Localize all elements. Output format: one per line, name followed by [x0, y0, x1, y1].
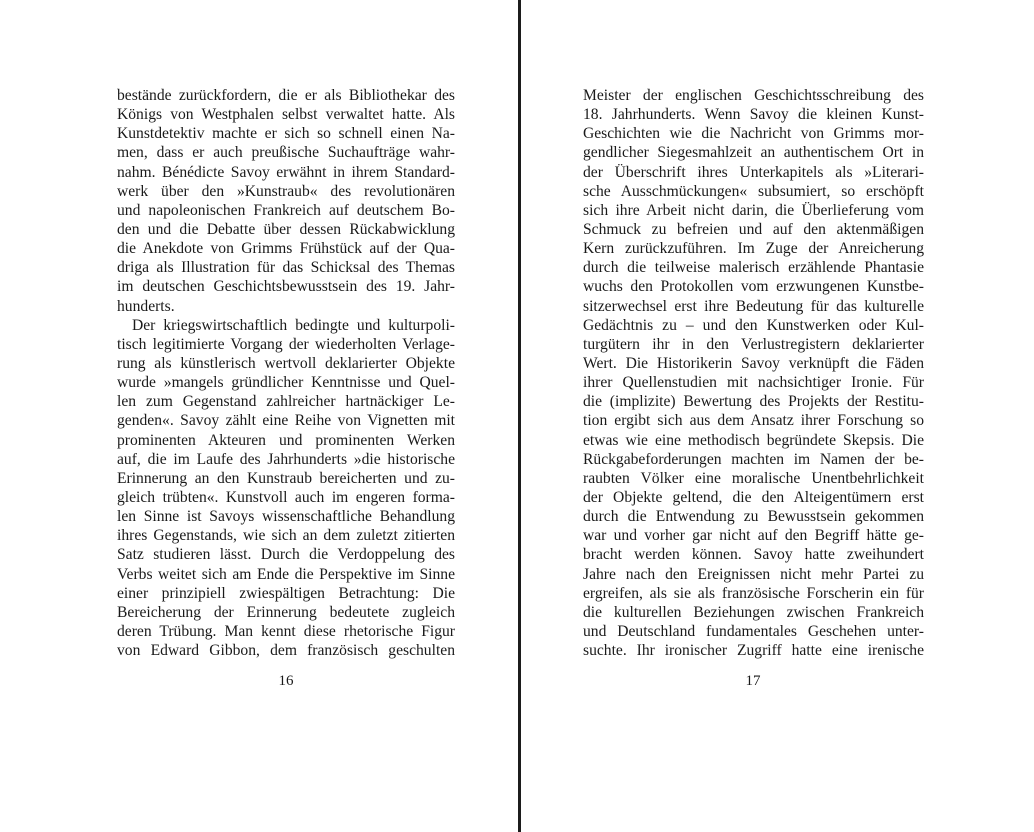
text-line: rung als künstlerisch wertvoll deklarierter Objekte [117, 354, 455, 372]
text-line: der Überschrift ihres Unterkapitels als »Literari- [583, 163, 924, 181]
text-line: wurde »mangels gründlicher Kenntnisse und Quel- [117, 374, 455, 392]
text-line: Der kriegswirtschaftlich bedingte und kulturpoli- [132, 316, 455, 334]
text-line: Königs von Westphalen selbst verwaltet hatte. Als [117, 106, 455, 124]
right-page [521, 0, 1034, 832]
text-line: Rückgabeforderungen machten im Namen der be- [583, 450, 924, 468]
text-line: Kern zurückzuführen. Im Zuge der Anreicherung [583, 240, 924, 258]
text-line: und Deutschland fundamentales Geschehen unter- [583, 622, 924, 640]
text-line: durch die teilweise malerisch erzählende Phantasie [583, 259, 924, 277]
text-line: der Objekte geltend, die den Alteigentümern erst [583, 488, 924, 506]
page-number: 17 [745, 673, 761, 689]
text-line: etwas wie eine methodisch begründete Skepsis. Die [583, 431, 924, 449]
text-line: len Sinne ist Savoys wissenschaftliche Behandlung [117, 508, 455, 526]
text-line: bracht werden können. Savoy hatte zweihundert [583, 546, 924, 564]
text-line: tion ergibt sich aus dem Ansatz ihrer Forschung so [583, 412, 924, 430]
text-line: 18. Jahrhunderts. Wenn Savoy die kleinen Kunst- [583, 106, 924, 124]
text-line: Verbs weitet sich am Ende die Perspektive im Sinne [117, 565, 455, 583]
text-line: deren Trübung. Man kennt diese rhetorische Figur [117, 622, 455, 640]
text-line: einer prinzipiell zwiespältigen Betrachtung: Die [117, 584, 455, 602]
text-line: die Anekdote von Grimms Frühstück auf der Qua- [117, 240, 455, 258]
text-line: im deutschen Geschichtsbewusstsein des 19. Jahr- [117, 278, 455, 296]
text-line: Jahre nach den Ereignissen nicht mehr Partei zu [583, 565, 924, 583]
text-line: sich ihre Arbeit nicht darin, die Überlieferung vom [583, 201, 924, 219]
text-line: wuchs den Protokollen vom erzwungenen Kunstbe- [583, 278, 924, 296]
text-line: Geschichten wie die Nachricht von Grimms mor- [583, 125, 924, 143]
text-line: bestände zurückfordern, die er als Bibliothekar des [117, 87, 455, 104]
text-line: Kunstdetektiv machte er sich so schnell einen Na- [117, 125, 455, 143]
text-line: ihres Gegenstands, wie sich an dem zuletzt zitierten [117, 527, 455, 545]
right-page-body-text [583, 86, 924, 660]
text-line: Bereicherung der Erinnerung bedeutete zugleich [117, 603, 455, 621]
text-line: Meister der englischen Geschichtsschreibung des [583, 87, 924, 104]
text-line: Schmuck zu befreien und auf den aktenmäßigen [583, 220, 924, 238]
text-line: und napoleonischen Frankreich auf deutschem Bo- [117, 201, 455, 219]
text-line: durch die Entwendung zu Bewusstsein gekommen [583, 508, 924, 526]
text-line: gleich trübten«. Kunstvoll auch im engeren forma- [117, 488, 455, 506]
text-line: auf, die im Laufe des Jahrhunderts »die historische [117, 450, 455, 468]
text-line: gendlicher Siegesmahlzeit an authentischem Ort in [583, 144, 924, 162]
text-line: die kulturellen Beziehungen zwischen Frankreich [583, 603, 924, 621]
text-line: genden«. Savoy zählt eine Reihe von Vignetten mit [117, 412, 455, 430]
text-line: len zum Gegenstand zahlreicher hartnäckiger Le- [117, 393, 455, 411]
left-page-body-text [117, 86, 455, 660]
text-line: war und vorher gar nicht auf den Begriff hätte ge- [583, 527, 924, 545]
text-line: sitzerwechsel erst ihre Bedeutung für das kulturelle [583, 297, 924, 315]
text-line: hunderts. [117, 297, 175, 315]
text-line: Satz studieren lässt. Durch die Verdoppelung des [117, 546, 455, 564]
text-line: Wert. Die Historikerin Savoy verknüpft die Fäden [583, 354, 924, 372]
text-line: men, dass er auch preußische Suchaufträge wahr- [117, 144, 455, 162]
text-line: Erinnerung an den Kunstraub bereicherten und zu- [117, 469, 455, 487]
text-line: von Edward Gibbon, dem französisch geschulten [117, 642, 455, 660]
text-line: tisch legitimierte Vorgang der wiederholten Verlage- [117, 335, 455, 353]
text-line: ihrer Quellenstudien mit nachsichtiger Ironie. Für [583, 374, 924, 392]
text-line: die (implizite) Bewertung des Projekts der Restitu- [583, 393, 924, 411]
text-line: raubten Völker eine moralische Unentbehrlichkeit [583, 469, 924, 487]
text-line: nahm. Bénédicte Savoy erwähnt in ihrem Standard- [117, 163, 455, 181]
text-line: suchte. Ihr ironischer Zugriff hatte eine irenische [583, 642, 924, 660]
text-line: sche Ausschmückungen« subsumiert, so erschöpft [583, 182, 924, 200]
text-line: prominenten Akteuren und prominenten Werken [117, 431, 455, 449]
text-line: werk über den »Kunstraub« des revolutionären [117, 182, 455, 200]
text-line: ergreifen, als sie als französische Forscherin ein für [583, 584, 924, 602]
page-number: 16 [278, 673, 294, 689]
text-line: turgütern ihr in den Verlustregistern deklarierter [583, 335, 924, 353]
text-line: Gedächtnis zu – und den Kunstwerken oder Kul- [583, 316, 924, 334]
text-line: driga als Illustration für das Schicksal des Themas [117, 259, 455, 277]
text-line: den und die Debatte über dessen Rückabwicklung [117, 220, 455, 238]
